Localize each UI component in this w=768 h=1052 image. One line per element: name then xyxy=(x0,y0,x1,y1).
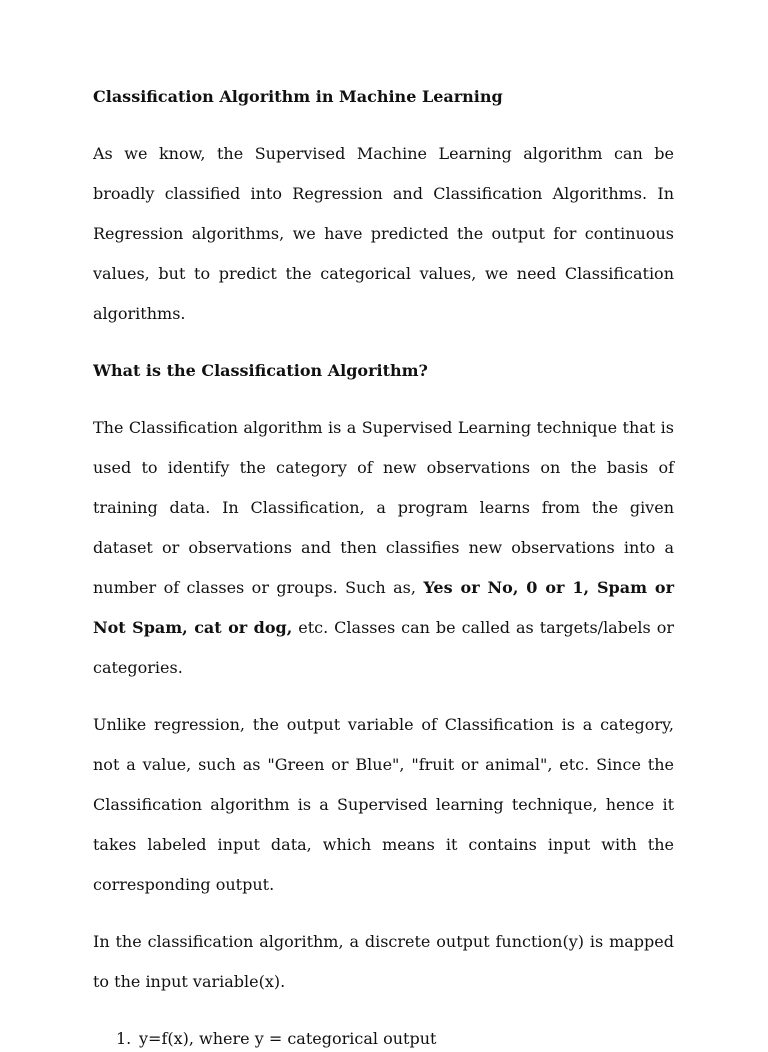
regression-comparison-paragraph: Unlike regression, the output variable of Classification is a category, not a value, such as "Green or Blue", "fruit or animal", etc. Since the Classification algorithm is a Supervised learning technique, hence it takes labeled input data, which means it contains input with the corresponding output. xyxy=(93,715,674,894)
section-heading: What is the Classification Algorithm? xyxy=(93,361,428,380)
document-title: Classification Algorithm in Machine Learning xyxy=(93,87,503,106)
list-item-number: 1. xyxy=(116,1029,132,1048)
definition-paragraph xyxy=(93,408,674,688)
definition-text-start: The Classification algorithm is a Supervised Learning technique that is used to identify the category of new observations on the basis of training data. In Classification, a program learns from the given dataset or observations and then classifies new observations into a number of classes or groups. Such as, xyxy=(93,418,674,597)
mapping-paragraph: In the classification algorithm, a discrete output function(y) is mapped to the input variable(x). xyxy=(93,932,674,991)
document-page xyxy=(93,84,674,1052)
list-item xyxy=(93,1026,674,1052)
intro-paragraph: As we know, the Supervised Machine Learning algorithm can be broadly classified into Regression and Classification Algorithms. In Regression algorithms, we have predicted the output for continuous values, but to predict the categorical values, we need Classification algorithms. xyxy=(93,144,674,323)
examples-bold-text: Yes or No, 0 or 1, Spam or Not Spam, cat or dog, xyxy=(93,578,674,637)
numbered-list xyxy=(93,1026,674,1052)
list-item-text: y=f(x), where y = categorical output xyxy=(139,1029,437,1048)
definition-text-end: etc. Classes can be called as targets/labels or categories. xyxy=(93,618,675,677)
